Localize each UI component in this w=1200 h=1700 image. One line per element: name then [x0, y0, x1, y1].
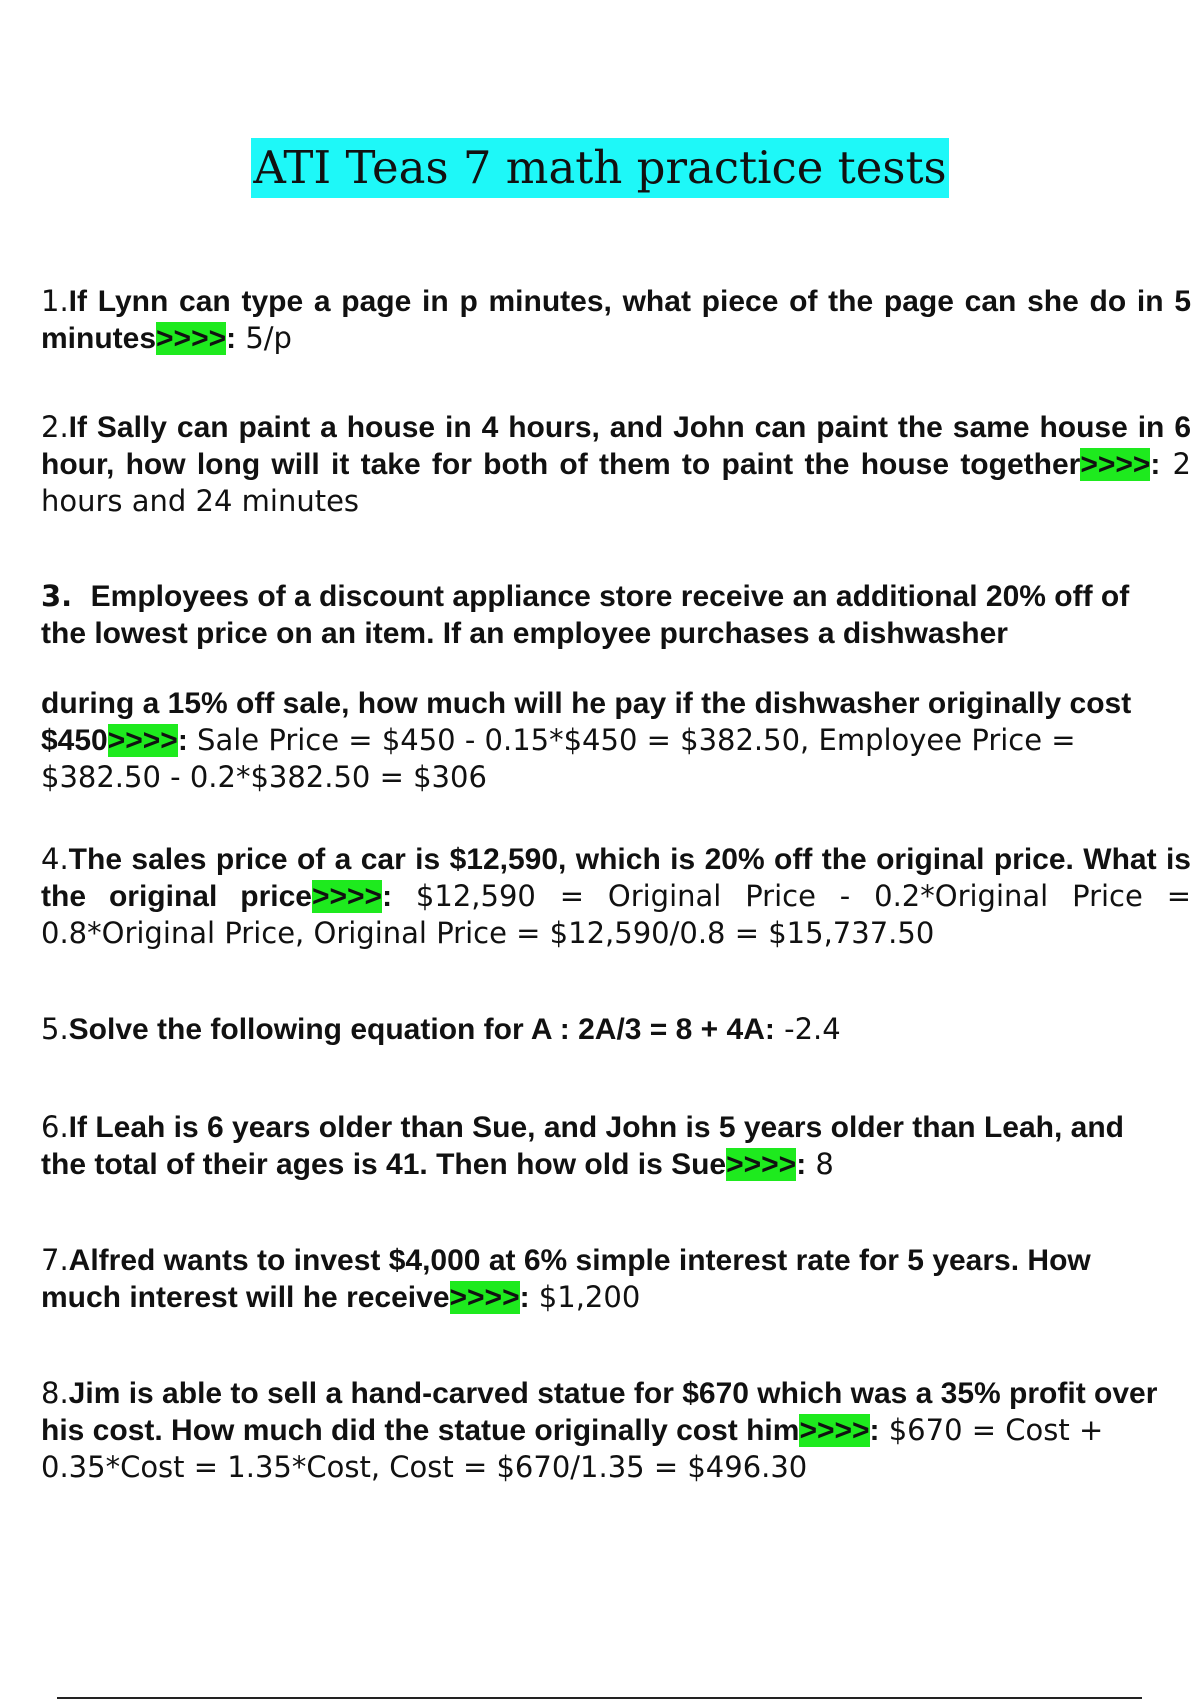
question-4	[41, 841, 1191, 951]
question-text: Alfred wants to invest $4,000 at 6% simple interest rate for 5 years. How much interest will he receive	[41, 1244, 1091, 1314]
page-title: ATI Teas 7 math practice tests	[251, 138, 948, 198]
answer-text: 8	[806, 1147, 834, 1181]
question-number: 2.	[41, 410, 69, 444]
question-text: Solve the following equation for A : 2A/3 = 8 + 4A	[68, 1013, 765, 1046]
question-number: 3.	[41, 579, 73, 613]
answer-text: $670 = Cost + 0.35*Cost = 1.35*Cost, Cost = $670/1.35 = $496.30	[41, 1413, 1104, 1484]
question-number: 7.	[41, 1243, 69, 1277]
colon: :	[796, 1148, 807, 1181]
question-number: 5.	[41, 1012, 69, 1046]
answer-text: -2.4	[774, 1012, 841, 1046]
answer-text: 5/p	[236, 321, 292, 355]
colon: :	[177, 724, 188, 757]
question-2	[41, 409, 1191, 519]
question-text: If Sally can paint a house in 4 hours, and John can paint the same house in 6 hour, how long will it take for both of them to paint the house together	[41, 411, 1191, 481]
answer-text: $12,590 = Original Price - 0.2*Original Price = 0.8*Original Price, Original Price = $12,590/0.8 = $15,737.50	[41, 879, 1191, 950]
question-text: The sales price of a car is $12,590, which is 20% off the original price. What is the original price	[41, 843, 1191, 913]
question-8	[41, 1375, 1181, 1485]
answer-text: Sale Price = $450 - 0.15*$450 = $382.50, Employee Price = $382.50 - 0.2*$382.50 = $306	[41, 723, 1076, 794]
question-text: If Lynn can type a page in p minutes, what piece of the page can she do in 5 minutes	[41, 285, 1191, 355]
answer-marker: >>>>	[799, 1414, 870, 1447]
colon: :	[764, 1013, 775, 1046]
page-divider	[57, 1697, 1142, 1699]
colon: :	[519, 1281, 530, 1314]
colon: :	[382, 880, 393, 913]
question-3-continued	[41, 686, 1200, 722]
answer-marker: >>>>	[107, 724, 178, 757]
answer-marker: >>>>	[156, 322, 227, 355]
question-number: 6.	[41, 1110, 69, 1144]
question-text: Jim is able to sell a hand-carved statue for $670 which was a 35% profit over his cost. How much did the statue originally cost him	[41, 1377, 1158, 1447]
question-text: If Leah is 6 years older than Sue, and John is 5 years older than Leah, and the total of their ages is 41. Then how old is Sue	[41, 1111, 1124, 1181]
answer-marker: >>>>	[312, 880, 383, 913]
question-1	[41, 283, 1191, 357]
answer-marker: >>>>	[726, 1148, 797, 1181]
colon: :	[869, 1414, 880, 1447]
answer-text: 2 hours and 24 minutes	[41, 447, 1192, 518]
question-7	[41, 1242, 1131, 1316]
question-3-answer-line	[41, 722, 1171, 795]
question-number: 1.	[41, 284, 69, 318]
answer-text: $1,200	[529, 1280, 641, 1314]
question-number: 4.	[41, 842, 69, 876]
question-3	[41, 578, 1171, 652]
answer-marker: >>>>	[1080, 448, 1151, 481]
question-text-line-3: $450	[41, 724, 108, 757]
question-text-line-1: Employees of a discount appliance store receive an additional 20% off of the lowest price on an item. If an employee purchases a dishwasher	[41, 580, 1130, 650]
question-5	[41, 1011, 1191, 1048]
colon: :	[226, 322, 237, 355]
title-wrapper	[0, 138, 1200, 198]
colon: :	[1150, 448, 1161, 481]
question-text-line-2: during a 15% off sale, how much will he pay if the dishwasher originally cost	[41, 687, 1132, 720]
question-number: 8.	[41, 1376, 69, 1410]
answer-marker: >>>>	[449, 1281, 520, 1314]
question-6	[41, 1109, 1171, 1183]
